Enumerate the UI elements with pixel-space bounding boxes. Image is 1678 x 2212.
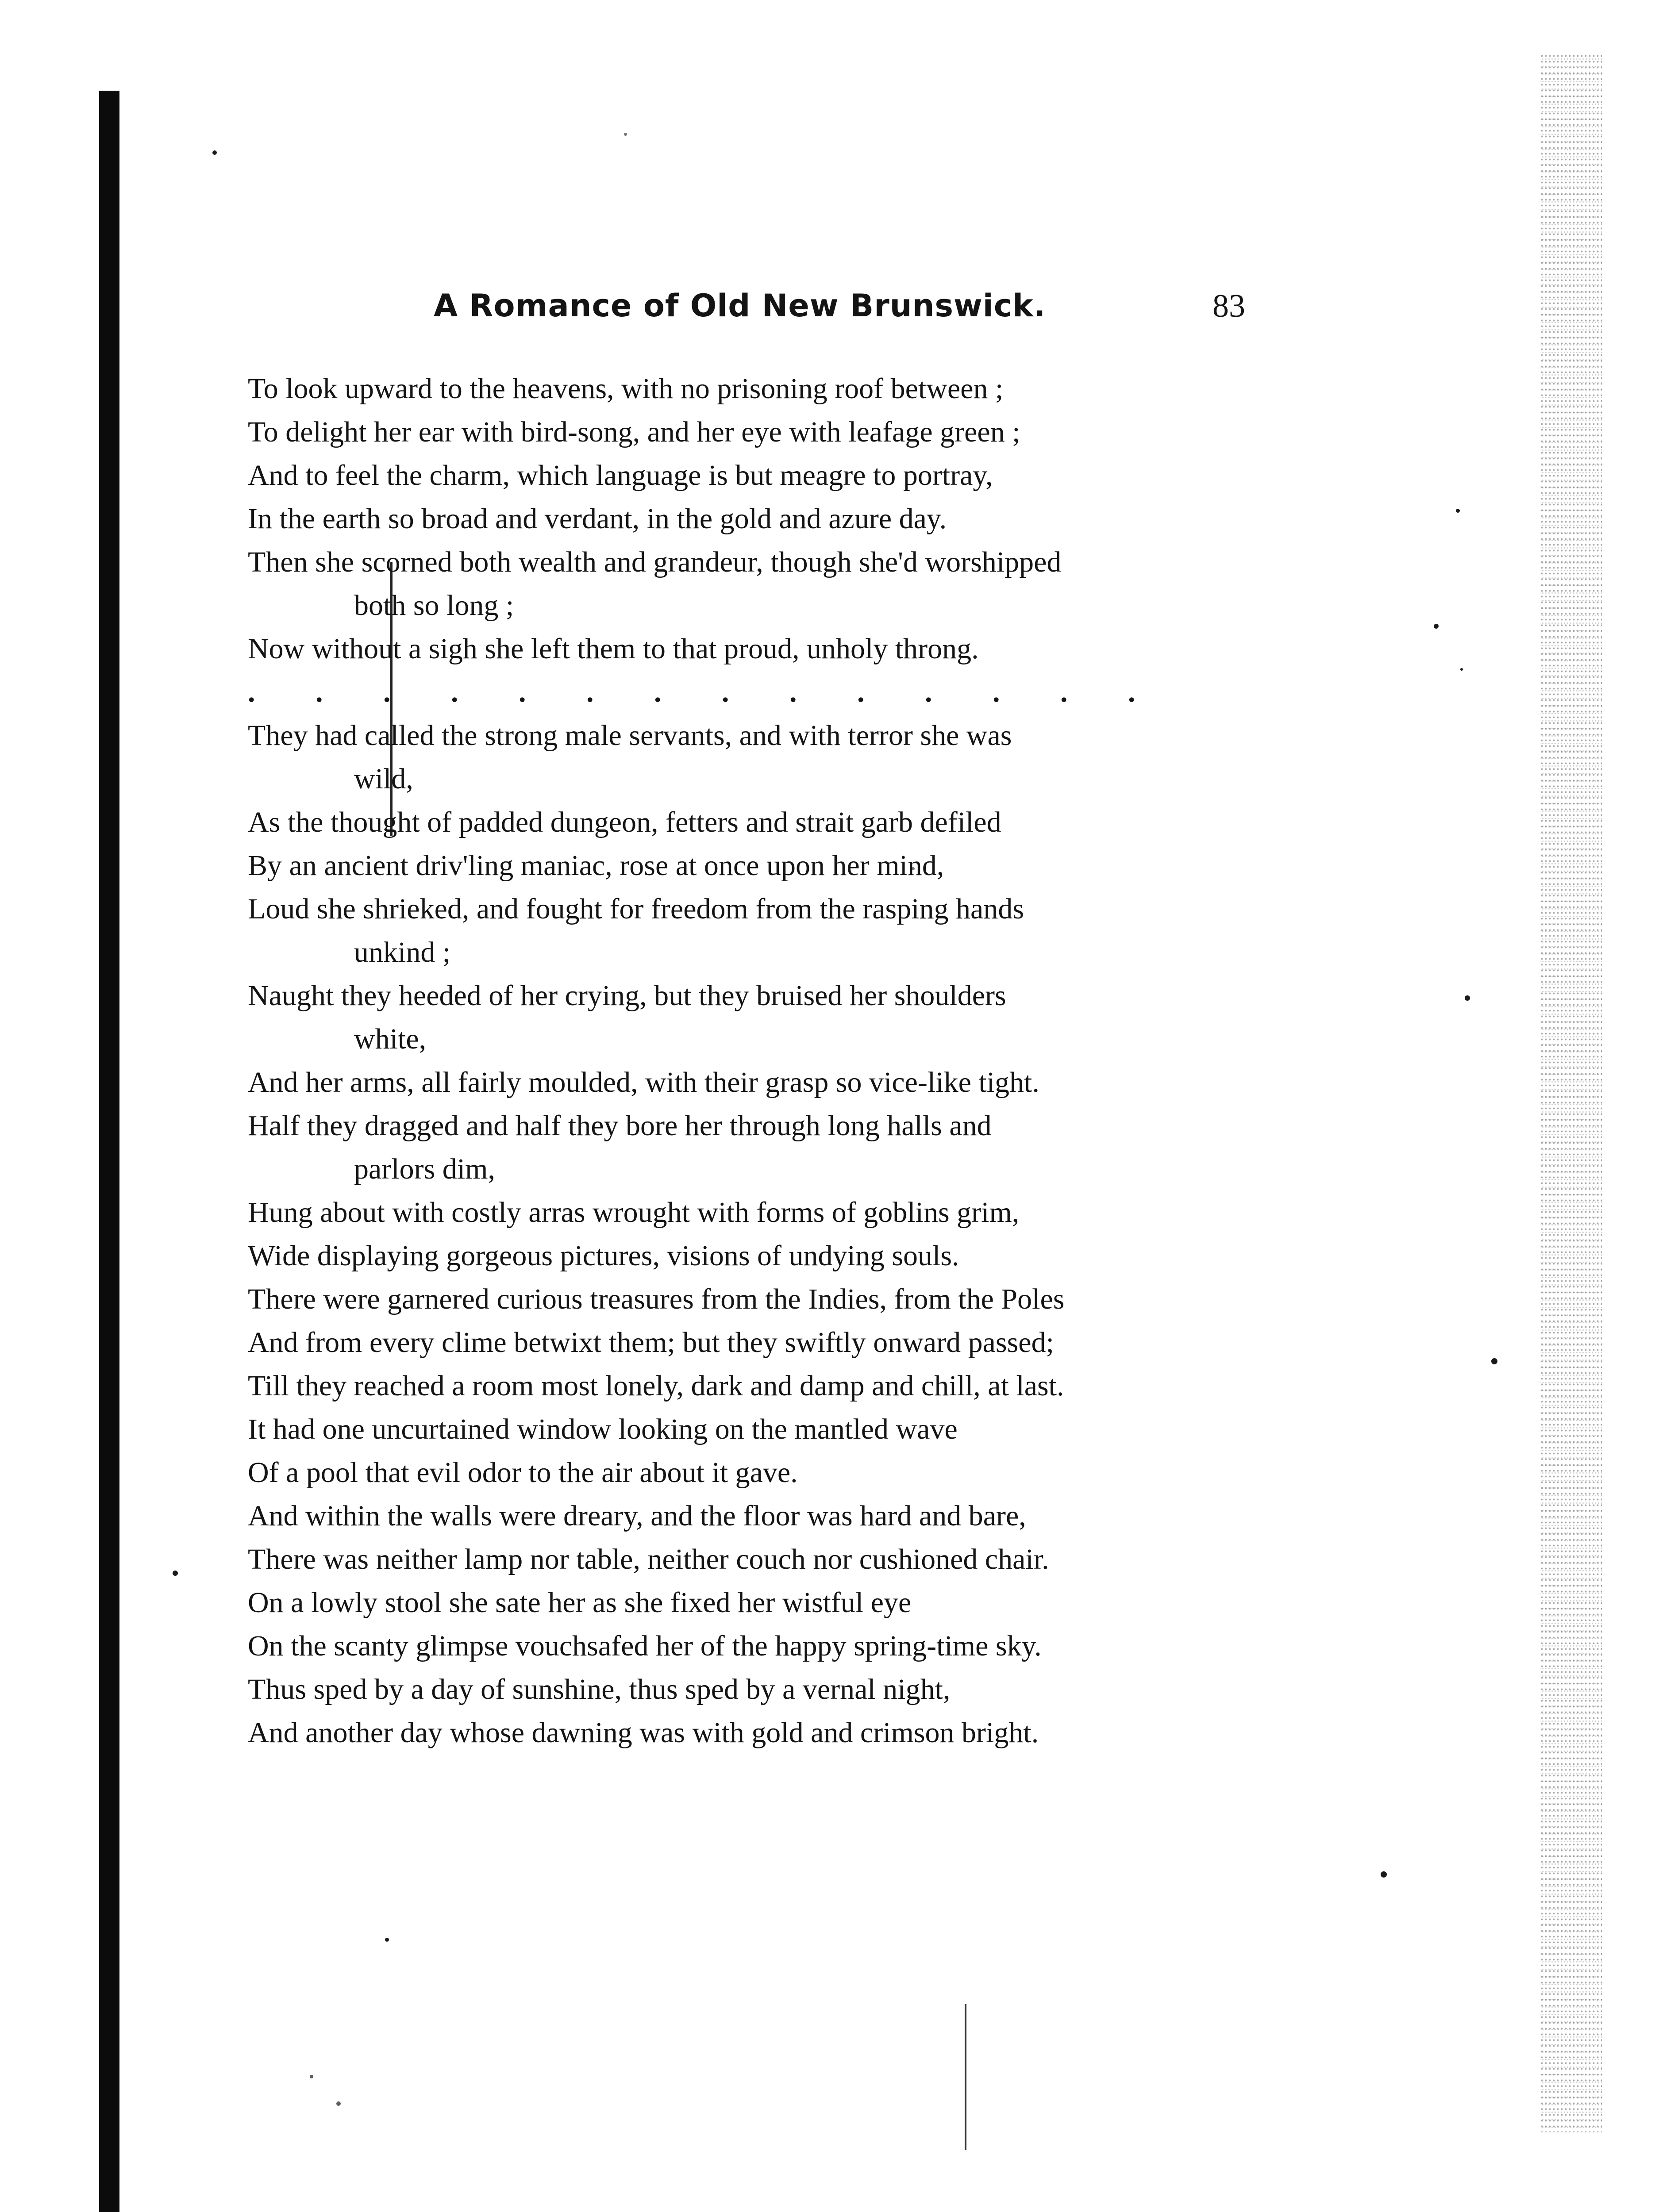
binding-edge-shadow (99, 91, 119, 2212)
poem-line: On a lowly stool she sate her as she fixed her wistful eye (248, 1586, 912, 1619)
poem-line-continuation: unkind ; (354, 936, 451, 968)
poem-line: On the scanty glimpse vouchsafed her of the happy spring-time sky. (248, 1630, 1042, 1662)
page-edge-noise (1540, 53, 1602, 2132)
poem-line: And another day whose dawning was with gold and crimson bright. (248, 1717, 1039, 1749)
poem-line: And from every clime betwixt them; but they swiftly onward passed; (248, 1326, 1054, 1359)
poem-line: Naught they heeded of her crying, but they bruised her shoulders (248, 979, 1006, 1012)
poem-line: And her arms, all fairly moulded, with their grasp so vice-like tight. (248, 1066, 1039, 1098)
poem-line: Wide displaying gorgeous pictures, visions of undying souls. (248, 1240, 959, 1272)
poem-line: Thus sped by a day of sunshine, thus sped by a vernal night, (248, 1673, 951, 1705)
fold-mark (965, 2004, 966, 2150)
scan-speck (1465, 995, 1470, 1001)
scan-speck (1460, 668, 1463, 671)
scan-speck (624, 133, 627, 136)
scan-speck (212, 150, 217, 155)
scan-speck (310, 2075, 313, 2078)
poem-line: It had one uncurtained window looking on the mantled wave (248, 1413, 958, 1445)
scan-speck (173, 1571, 178, 1576)
poem-line: Then she scorned both wealth and grandeur, though she'd worshipped (248, 546, 1062, 578)
poem-line: To look upward to the heavens, with no prisoning roof between ; (248, 373, 1004, 405)
poem-line: By an ancient driv'ling maniac, rose at once upon her mind, (248, 849, 944, 882)
poem-line: Half they dragged and half they bore her through long halls and (248, 1110, 992, 1142)
poem-line-continuation: both so long ; (354, 589, 514, 622)
poem-line-continuation: wild, (354, 763, 413, 795)
poem-line: And within the walls were dreary, and the floor was hard and bare, (248, 1500, 1026, 1532)
poem-line: In the earth so broad and verdant, in the gold and azure day. (248, 503, 947, 535)
poem-line: There were garnered curious treasures from the Indies, from the Poles (248, 1283, 1065, 1315)
poem-line: There was neither lamp nor table, neither couch nor cushioned chair. (248, 1543, 1049, 1575)
poem-line: Loud she shrieked, and fought for freedom from the rasping hands (248, 893, 1024, 925)
poem-line: As the thought of padded dungeon, fetters and strait garb defiled (248, 806, 1001, 838)
poem-line: Of a pool that evil odor to the air about it gave. (248, 1456, 798, 1489)
page-header (425, 283, 1292, 336)
poem-line: Now without a sigh she left them to that proud, unholy throng. (248, 633, 979, 665)
poem-line: To delight her ear with bird-song, and her eye with leafage green ; (248, 416, 1020, 448)
poem-line: Till they reached a room most lonely, dark and damp and chill, at last. (248, 1370, 1064, 1402)
section-break-dots: . . . . . . . . . . . . . . (248, 676, 1162, 708)
poem-line: They had called the strong male servants, and with terror she was (248, 719, 1012, 752)
running-title: A Romance of Old New Brunswick. (434, 288, 1046, 324)
scan-speck (1434, 624, 1439, 629)
poem-line: And to feel the charm, which language is but meagre to portray, (248, 459, 993, 492)
poem-line-continuation: parlors dim, (354, 1153, 495, 1185)
scan-speck (1456, 509, 1460, 513)
scan-speck (385, 1938, 389, 1942)
page-number: 83 (1212, 288, 1245, 324)
scan-speck (336, 2101, 341, 2106)
scan-speck (1491, 1358, 1497, 1364)
poem-line-continuation: white, (354, 1023, 427, 1055)
poem-body (248, 367, 1328, 1755)
poem-line: Hung about with costly arras wrought with forms of goblins grim, (248, 1196, 1020, 1229)
scan-speck (1381, 1871, 1387, 1878)
